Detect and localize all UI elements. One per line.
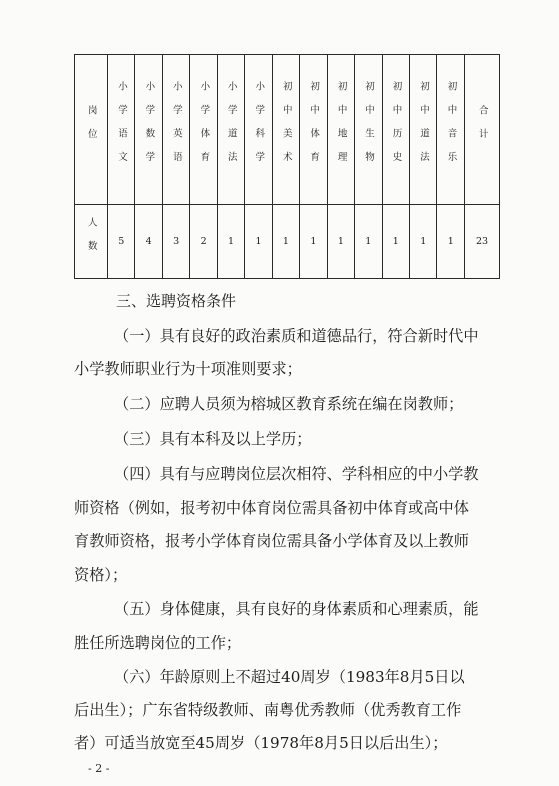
row-header-cell: [75, 55, 108, 205]
count-cell: 1: [437, 205, 465, 279]
position-cell: [300, 55, 327, 205]
position-cell: [135, 55, 162, 205]
position-label: 初中体育: [308, 81, 320, 175]
positions-count-row: [75, 205, 500, 279]
count-cell: 3: [162, 205, 189, 279]
body-line: 小学教师职业行为十项准则要求；: [74, 360, 302, 378]
count-cell: 1: [272, 205, 299, 279]
position-label: 小学道法: [225, 81, 237, 175]
position-cell: [162, 55, 189, 205]
position-cell: [355, 55, 382, 205]
body-line: 师资格（例如，报考初中体育岗位需具备初中体育或高中体: [74, 499, 469, 517]
body-line: 育教师资格，报考小学体育岗位需具备小学体育及以上教师: [74, 532, 469, 550]
count-cell: 1: [327, 205, 354, 279]
count-cell: 1: [245, 205, 272, 279]
row-header-label: 岗位: [85, 104, 97, 152]
position-cell: [382, 55, 409, 205]
position-label: 小学科学: [253, 81, 265, 175]
body-line: 后出生）；广东省特级教师、南粤优秀教师（优秀教育工作: [74, 701, 462, 719]
total-count-cell: 23: [465, 205, 500, 279]
position-cell: [272, 55, 299, 205]
positions-table: [74, 54, 500, 279]
count-cell: 1: [217, 205, 244, 279]
body-line: （三）具有本科及以上学历；: [114, 430, 312, 448]
total-header-label: 合计: [476, 104, 488, 152]
page-number: - 2 -: [88, 762, 110, 775]
count-cell: 1: [355, 205, 382, 279]
total-header-cell: [465, 55, 500, 205]
position-cell: [409, 55, 436, 205]
position-label: 初中道法: [417, 81, 429, 175]
position-cell: [437, 55, 465, 205]
position-label: 小学英语: [170, 81, 182, 175]
body-line: （五）身体健康，具有良好的身体素质和心理素质，能: [114, 600, 479, 618]
body-line: 者）可适当放宽至45周岁（1978年8月5日以后出生）；: [74, 734, 448, 752]
position-label: 初中美术: [280, 81, 292, 175]
count-header-label: 人数: [85, 216, 97, 264]
count-cell: 1: [409, 205, 436, 279]
body-line: （二）应聘人员须为榕城区教育系统在编在岗教师；: [114, 395, 464, 413]
position-label: 初中历史: [390, 81, 402, 175]
count-cell: 4: [135, 205, 162, 279]
count-cell: 1: [300, 205, 327, 279]
position-label: 小学语文: [115, 81, 127, 175]
position-label: 小学数学: [143, 81, 155, 175]
position-label: 初中地理: [335, 81, 347, 175]
position-label: 初中生物: [363, 81, 375, 175]
body-line: （六）年龄原则上不超过40周岁（1983年8月5日以: [114, 668, 465, 686]
position-cell: [245, 55, 272, 205]
position-cell: [327, 55, 354, 205]
count-header-cell: [75, 205, 108, 279]
position-cell: [190, 55, 217, 205]
count-cell: 5: [108, 205, 135, 279]
positions-header-row: [75, 55, 500, 205]
body-line: （一）具有良好的政治素质和道德品行，符合新时代中: [114, 327, 479, 345]
count-cell: 2: [190, 205, 217, 279]
body-line: 资格）；: [74, 566, 128, 584]
body-line: （四）具有与应聘岗位层次相符、学科相应的中小学教: [114, 465, 479, 483]
count-cell: 1: [382, 205, 409, 279]
section-heading: 三、选聘资格条件: [116, 292, 237, 310]
position-label: 小学体育: [198, 81, 210, 175]
position-label: 初中音乐: [445, 81, 457, 175]
position-cell: [108, 55, 135, 205]
body-line: 胜任所选聘岗位的工作；: [74, 634, 242, 652]
position-cell: [217, 55, 244, 205]
